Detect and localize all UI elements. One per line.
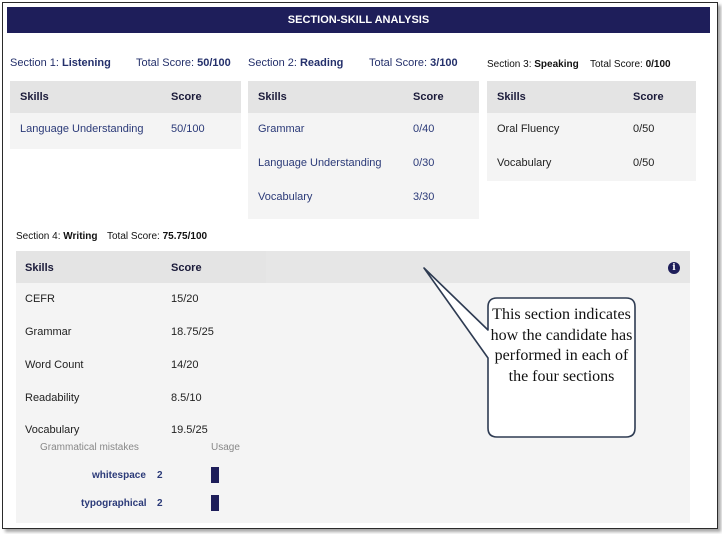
score-header: Score — [633, 91, 664, 103]
skills-header: Skills — [497, 91, 526, 103]
callout-text: This section indicates how the candidate has performed in each of the four sections — [490, 306, 633, 385]
section-1-name: Listening — [61, 57, 111, 69]
skill-name: Word Count — [25, 359, 84, 371]
skill-name: Vocabulary — [497, 157, 552, 169]
usage-label: Usage — [211, 442, 240, 453]
skill-score: 18.75/25 — [171, 326, 214, 338]
skill-score: 0/50 — [633, 157, 655, 169]
grammatical-mistakes-label: Grammatical mistakes — [40, 442, 139, 453]
section-2-prefix: Section 2: — [248, 57, 300, 69]
skill-name: Vocabulary — [258, 191, 313, 203]
skill-score: 0/40 — [413, 123, 435, 135]
skills-header: Skills — [25, 262, 54, 274]
section-4-prefix: Section 4: — [16, 231, 64, 242]
mistake-name: typographical — [81, 498, 147, 509]
skill-score: 19.5/25 — [171, 424, 208, 436]
section-4-total-label: Total Score: — [107, 231, 163, 242]
section-3-total-value: 0/100 — [645, 59, 671, 70]
section-2-name: Reading — [299, 57, 344, 69]
skills-header: Skills — [258, 91, 287, 103]
score-header: Score — [413, 91, 444, 103]
skill-score: 50/100 — [171, 123, 205, 135]
section-4-name: Writing — [63, 231, 98, 242]
skill-score: 8.5/10 — [171, 392, 202, 404]
section-2-total-value: 3/100 — [430, 57, 458, 69]
skill-name: Grammar — [25, 326, 72, 338]
section-4-total-value: 75.75/100 — [162, 231, 208, 242]
score-header: Score — [171, 262, 202, 274]
skill-name: Language Understanding — [20, 123, 144, 135]
skill-score: 14/20 — [171, 359, 199, 371]
skills-header: Skills — [20, 91, 49, 103]
skill-name: Language Understanding — [258, 157, 382, 169]
mistake-count: 2 — [157, 498, 163, 509]
skill-score: 0/50 — [633, 123, 655, 135]
skill-name: CEFR — [25, 293, 55, 305]
info-icon[interactable]: i — [668, 262, 680, 274]
skill-score: 3/30 — [413, 191, 435, 203]
skill-name: Grammar — [258, 123, 305, 135]
skill-score: 0/30 — [413, 157, 435, 169]
section-3-total-label: Total Score: — [590, 59, 646, 70]
section-1-total-label: Total Score: — [136, 57, 198, 69]
mistake-name: whitespace — [92, 470, 146, 481]
section-1-prefix: Section 1: — [10, 57, 62, 69]
skill-score: 15/20 — [171, 293, 199, 305]
page-title: SECTION-SKILL ANALYSIS — [7, 7, 710, 33]
skill-name: Readability — [25, 392, 80, 404]
section-1-total-value: 50/100 — [197, 57, 231, 69]
section-3-prefix: Section 3: — [487, 59, 535, 70]
skill-name: Vocabulary — [25, 424, 80, 436]
section-3-name: Speaking — [534, 59, 579, 70]
skill-name: Oral Fluency — [497, 123, 560, 135]
score-header: Score — [171, 91, 202, 103]
mistake-count: 2 — [157, 470, 163, 481]
section-2-total-label: Total Score: — [369, 57, 431, 69]
